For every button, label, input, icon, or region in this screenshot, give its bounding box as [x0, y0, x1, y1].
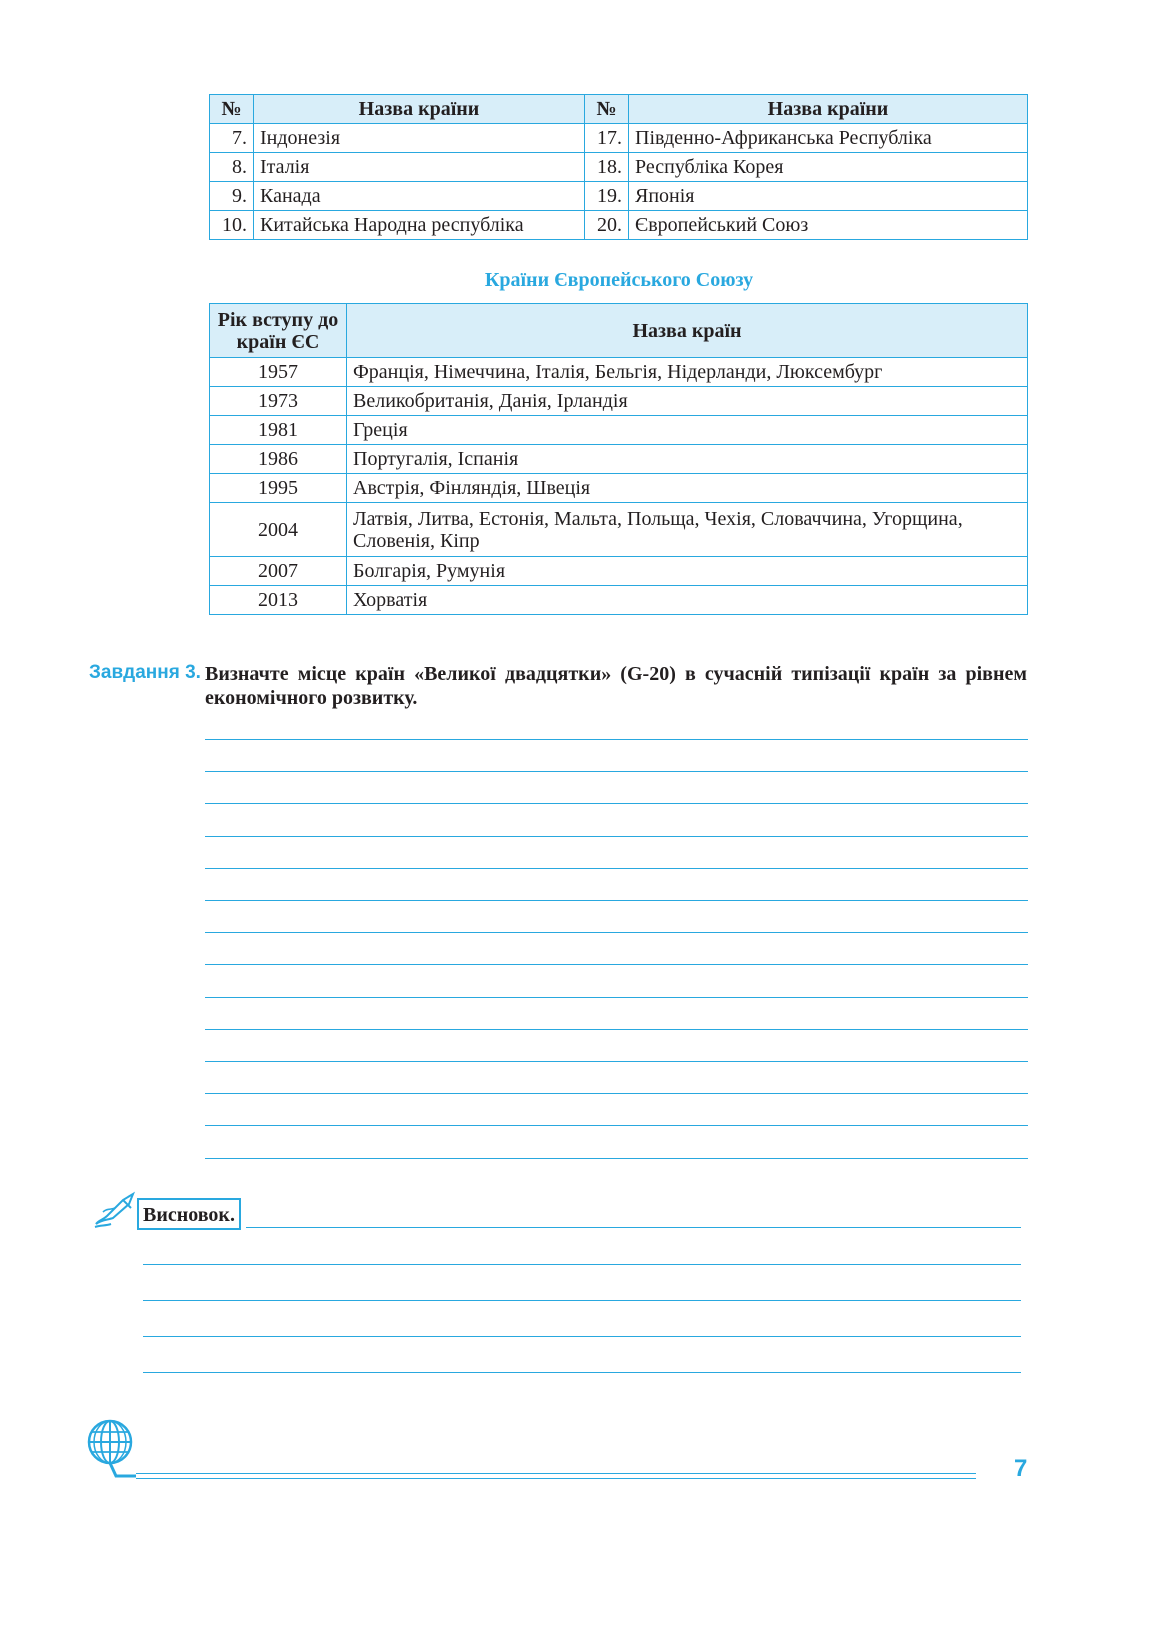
task-text: Визначте місце країн «Великої двадцятки» (G-20) в сучасній типізації країн за рівнем економічного розвитку. [205, 663, 1027, 709]
accession-year: 1957 [210, 358, 347, 387]
accession-year: 1995 [210, 474, 347, 503]
country-name: Японія [629, 182, 1028, 211]
conclusion-line[interactable] [143, 1336, 1021, 1337]
conclusion-label: Висновок. [137, 1198, 241, 1230]
table-row [210, 153, 1028, 182]
country-name: Індонезія [254, 124, 585, 153]
answer-line[interactable] [205, 868, 1028, 869]
table-row [210, 182, 1028, 211]
column-header-number: № [210, 95, 254, 124]
table-row [210, 445, 1028, 474]
country-list: Греція [347, 416, 1028, 445]
country-list: Франція, Німеччина, Італія, Бельгія, Нідерланди, Люксембург [347, 358, 1028, 387]
conclusion-line[interactable] [143, 1372, 1021, 1373]
conclusion-line[interactable] [246, 1227, 1021, 1228]
table-row [210, 211, 1028, 240]
accession-year: 1973 [210, 387, 347, 416]
row-number: 10. [210, 211, 254, 240]
country-list: Великобританія, Данія, Ірландія [347, 387, 1028, 416]
footer-rule [136, 1473, 976, 1474]
answer-line[interactable] [205, 771, 1028, 772]
accession-year: 2007 [210, 557, 347, 586]
table-row [210, 387, 1028, 416]
accession-year: 1981 [210, 416, 347, 445]
column-header-year: Рік вступу до країн ЄС [210, 304, 347, 358]
country-name: Південно-Африканська Республіка [629, 124, 1028, 153]
row-number: 18. [585, 153, 629, 182]
answer-line[interactable] [205, 900, 1028, 901]
table-row [210, 124, 1028, 153]
answer-line[interactable] [205, 1061, 1028, 1062]
footer-rule [136, 1478, 976, 1479]
country-name: Італія [254, 153, 585, 182]
country-list: Латвія, Литва, Естонія, Мальта, Польща, Чехія, Словаччина, Угорщина, Словенія, Кіпр [347, 503, 1028, 557]
country-list: Португалія, Іспанія [347, 445, 1028, 474]
answer-line[interactable] [205, 1093, 1028, 1094]
conclusion-line[interactable] [143, 1264, 1021, 1265]
country-list: Хорватія [347, 586, 1028, 615]
country-name: Республіка Корея [629, 153, 1028, 182]
g20-countries-table [209, 94, 1028, 240]
globe-icon [86, 1418, 138, 1487]
row-number: 8. [210, 153, 254, 182]
answer-line[interactable] [205, 932, 1028, 933]
eu-countries-table [209, 303, 1028, 615]
column-header-number: № [585, 95, 629, 124]
row-number: 19. [585, 182, 629, 211]
pen-hand-icon [93, 1190, 137, 1235]
row-number: 9. [210, 182, 254, 211]
country-name: Європейський Союз [629, 211, 1028, 240]
table-row [210, 586, 1028, 615]
table-row [210, 474, 1028, 503]
row-number: 20. [585, 211, 629, 240]
country-name: Китайська Народна республіка [254, 211, 585, 240]
answer-line[interactable] [205, 1029, 1028, 1030]
column-header-country-name: Назва країни [254, 95, 585, 124]
table-header-row [210, 95, 1028, 124]
answer-line[interactable] [205, 739, 1028, 740]
column-header-country-name: Назва країни [629, 95, 1028, 124]
accession-year: 2013 [210, 586, 347, 615]
country-list: Австрія, Фінляндія, Швеція [347, 474, 1028, 503]
row-number: 17. [585, 124, 629, 153]
country-name: Канада [254, 182, 585, 211]
eu-table-caption: Країни Європейського Союзу [484, 269, 754, 291]
row-number: 7. [210, 124, 254, 153]
conclusion-line[interactable] [143, 1300, 1021, 1301]
accession-year: 2004 [210, 503, 347, 557]
column-header-countries: Назва країн [347, 304, 1028, 358]
country-list: Болгарія, Румунія [347, 557, 1028, 586]
page-number: 7 [1014, 1455, 1028, 1482]
table-row [210, 358, 1028, 387]
answer-line[interactable] [205, 836, 1028, 837]
table-row [210, 416, 1028, 445]
answer-line[interactable] [205, 997, 1028, 998]
accession-year: 1986 [210, 445, 347, 474]
answer-line[interactable] [205, 803, 1028, 804]
answer-line[interactable] [205, 964, 1028, 965]
table-row [210, 503, 1028, 557]
answer-line[interactable] [205, 1158, 1028, 1159]
table-header-row [210, 304, 1028, 358]
answer-line[interactable] [205, 1125, 1028, 1126]
table-row [210, 557, 1028, 586]
task-label: Завдання 3. [89, 662, 201, 683]
